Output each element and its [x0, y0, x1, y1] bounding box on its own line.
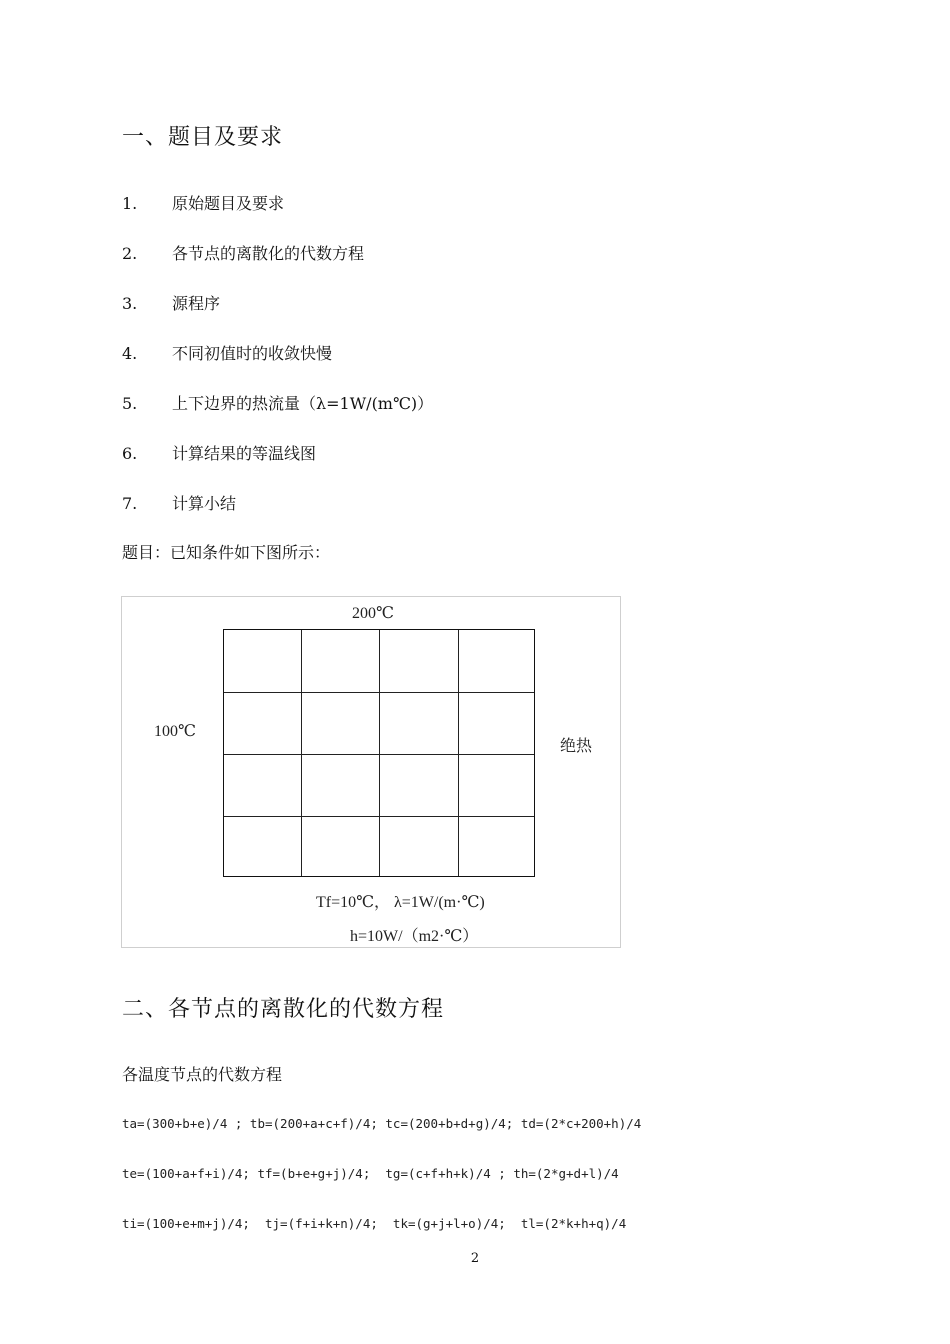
section-title-2: 二、各节点的离散化的代数方程: [122, 997, 445, 1022]
problem-text: 题目：已知条件如下图所示：: [122, 543, 331, 562]
toc-item-7: [122, 491, 236, 514]
page-number: 2: [470, 1251, 480, 1266]
toc-text: 上下边界的热流量（λ=1W/(m℃)）: [172, 394, 434, 413]
equation-line-1: ta=(300+b+e)/4 ; tb=(200+a+c+f)/4; tc=(200+b+d+g)/4; td=(2*c+200+h)/4: [122, 1116, 642, 1131]
grid-line: [224, 692, 534, 693]
equation-line-2: te=(100+a+f+i)/4; tf=(b+e+g+j)/4; tg=(c+f+h+k)/4 ; th=(2*g+d+l)/4: [122, 1166, 619, 1181]
toc-text: 各节点的离散化的代数方程: [172, 244, 365, 263]
toc-item-6: [122, 441, 316, 464]
toc-text: 计算小结: [172, 494, 237, 513]
toc-text: 不同初值时的收敛快慢: [172, 344, 333, 363]
toc-number: 7.: [122, 494, 138, 513]
top-boundary-label: 200℃: [352, 605, 394, 622]
toc-number: 2.: [122, 244, 138, 263]
toc-text: 计算结果的等温线图: [172, 444, 317, 463]
toc-item-3: [122, 291, 220, 314]
grid-line: [224, 754, 534, 755]
toc-item-4: [122, 341, 332, 364]
grid-line: [301, 630, 302, 876]
toc-number: 3.: [122, 294, 138, 313]
left-boundary-label: 100℃: [154, 723, 196, 740]
right-boundary-label: 绝热: [560, 738, 593, 755]
node-grid: [223, 629, 535, 877]
toc-number: 6.: [122, 444, 138, 463]
bottom-boundary-label-1: Tf=10℃， λ=1W/(m·℃): [316, 894, 485, 911]
toc-text: 原始题目及要求: [172, 194, 285, 213]
toc-number: 1.: [122, 194, 138, 213]
grid-line: [224, 816, 534, 817]
bottom-boundary-label-2: h=10W/（m2·℃）: [350, 928, 479, 945]
equation-line-3: ti=(100+e+m+j)/4; tj=(f+i+k+n)/4; tk=(g+j+l+o)/4; tl=(2*k+h+q)/4: [122, 1216, 627, 1231]
toc-item-2: [122, 241, 364, 264]
section-title-1: 一、题目及要求: [122, 125, 284, 150]
toc-number: 4.: [122, 344, 138, 363]
toc-number: 5.: [122, 394, 138, 413]
toc-text: 源程序: [172, 294, 221, 313]
problem-figure: [121, 596, 621, 948]
grid-line: [458, 630, 459, 876]
grid-line: [379, 630, 380, 876]
equations-subtitle: 各温度节点的代数方程: [122, 1065, 283, 1084]
toc-item-1: [122, 191, 284, 214]
toc-item-5: [122, 391, 433, 414]
